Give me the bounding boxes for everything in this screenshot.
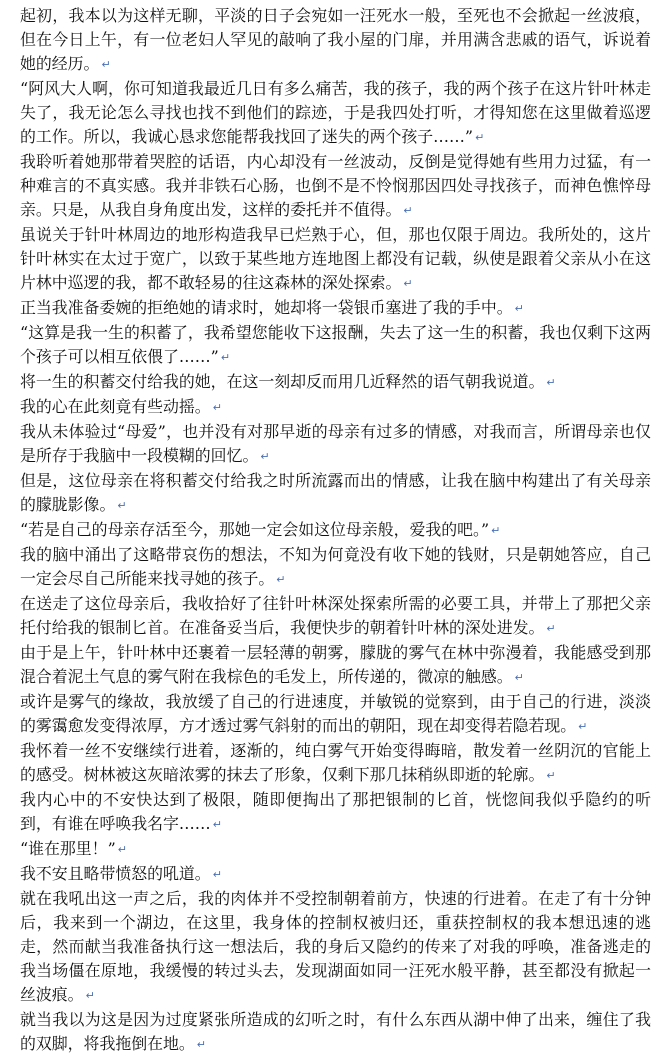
paragraph-text: “若是自己的母亲存活至今，那她一定会如这位母亲般，爱我的吧。” <box>20 520 490 539</box>
paragraph-mark-icon: ↵ <box>514 671 524 684</box>
paragraph-text: 我怀着一丝不安继续行进着，逐渐的，纯白雾气开始变得晦暗，散发着一丝阴沉的官能上的感受。树林被这灰暗浓雾的抹去了形象，仅剩下那几抹稍纵即逝的轮廓。 <box>20 741 651 784</box>
paragraph <box>20 862 651 887</box>
paragraph <box>20 4 651 77</box>
paragraph-text: 正当我准备委婉的拒绝她的请求时，她却将一袋银币塞进了我的手中。 <box>20 298 513 317</box>
paragraph-mark-icon: ↵ <box>212 401 222 414</box>
paragraph-text: “谁在那里！” <box>20 839 116 858</box>
paragraph-text: 就当我以为这是因为过度紧张所造成的幻听之时，有什么东西从湖中伸了出来，缠住了我的双脚，将我拖倒在地。 <box>20 1010 651 1053</box>
paragraph-text: 我内心中的不安快达到了极限，随即便掏出了那把银制的匕首，恍惚间我似乎隐约的听到，有谁在呼唤我名字…… <box>20 790 651 833</box>
paragraph <box>20 518 651 543</box>
paragraph-mark-icon: ↵ <box>546 376 556 389</box>
paragraph-mark-icon: ↵ <box>546 622 556 635</box>
paragraph-mark-icon: ↵ <box>403 277 413 290</box>
paragraph-text: 但是，这位母亲在将积蓄交付给我之时所流露而出的情感，让我在脑中构建出了有关母亲的朦胧影像。 <box>20 471 651 514</box>
paragraph-text: 我聆听着她那带着哭腔的话语，内心却没有一丝波动，反倒是觉得她有些用力过猛，有一种难言的不真实感。我并非铁石心肠，也倒不是不怜悯那因四处寻找孩子，而神色憔悴母亲。只是，从我自身角度出发，这样的委托并不值得。 <box>20 152 651 219</box>
paragraph <box>20 543 651 592</box>
paragraph <box>20 592 651 641</box>
paragraph-mark-icon: ↵ <box>475 131 485 144</box>
paragraph <box>20 837 651 862</box>
paragraph <box>20 469 651 518</box>
paragraph <box>20 321 651 370</box>
paragraph-mark-icon: ↵ <box>117 843 127 856</box>
paragraph-mark-icon: ↵ <box>514 302 524 315</box>
paragraph-mark-icon: ↵ <box>491 524 501 537</box>
paragraph-mark-icon: ↵ <box>85 989 95 1002</box>
paragraph <box>20 395 651 420</box>
paragraph <box>20 420 651 469</box>
paragraph-mark-icon: ↵ <box>220 351 231 364</box>
paragraph <box>20 788 651 837</box>
paragraph-text: 由于是上午，针叶林中还裹着一层轻薄的朝雾，朦胧的雾气在林中弥漫着，我能感受到那混合着泥土气息的雾气附在我棕色的毛发上，所传递的，微凉的触感。 <box>20 643 651 686</box>
paragraph-text: 我从未体验过“母爱”，也并没有对那早逝的母亲有过多的情感，对我而言，所谓母亲也仅是所存于我脑中一段模糊的回忆。 <box>20 422 651 465</box>
paragraph-mark-icon: ↵ <box>101 58 111 71</box>
paragraph <box>20 296 651 321</box>
paragraph-text: “这算是我一生的积蓄了，我希望您能收下这报酬，失去了这一生的积蓄，我也仅剩下这两个孩子可以相互依偎了……” <box>20 323 651 366</box>
paragraph <box>20 739 651 788</box>
paragraph-text: 将一生的积蓄交付给我的她，在这一刻却反而用几近释然的语气朝我说道。 <box>20 372 545 391</box>
paragraph-text: 我的脑中涌出了这略带哀伤的想法，不知为何竟没有收下她的钱财，只是朝她答应，自己一定会尽自己所能来找寻她的孩子。 <box>20 545 651 588</box>
paragraph-text: 虽说关于针叶林周边的地形构造我早已烂熟于心，但，那也仅限于周边。我所处的，这片针叶林实在太过于宽广，以致于某些地方连地图上都没有记载，纵使是跟着父亲从小在这片林中巡逻的我，都不敢轻易的往这森林的深处探索。 <box>20 225 651 292</box>
paragraph-mark-icon: ↵ <box>403 204 413 217</box>
paragraph <box>20 150 651 223</box>
paragraph-mark-icon: ↵ <box>578 720 588 733</box>
paragraph <box>20 1008 651 1057</box>
paragraph <box>20 641 651 690</box>
paragraph <box>20 370 651 395</box>
paragraph-mark-icon: ↵ <box>117 499 127 512</box>
paragraph-mark-icon: ↵ <box>196 1038 207 1051</box>
paragraph-text: “阿风大人啊，你可知道我最近几日有多么痛苦，我的孩子，我的两个孩子在这片针叶林走失了，我无论怎么寻找也找不到他们的踪迹，于是我四处打听，才得知您在这里做着巡逻的工作。所以，我诚心恳求您能帮我找回了迷失的两个孩子……” <box>20 79 651 146</box>
paragraph <box>20 223 651 296</box>
paragraph-mark-icon: ↵ <box>546 769 556 782</box>
paragraph-mark-icon: ↵ <box>212 818 222 831</box>
paragraph-mark-icon: ↵ <box>212 868 222 881</box>
paragraph <box>20 690 651 739</box>
paragraph-text: 就在我吼出这一声之后，我的肉体并不受控制朝着前方，快速的行进着。在走了有十分钟后，我来到一个湖边，在这里，我身体的控制权被归还，重获控制权的我本想迅速的逃走，然而献当我准备执行这一想法后，我的身后又隐约的传来了对我的呼唤，准备逃走的我当场僵在原地，我缓慢的转过头去，发现湖面如同一汪死水般平静，甚至都没有掀起一丝波痕。 <box>20 889 651 1004</box>
paragraph-text: 或许是雾气的缘故，我放缓了自己的行进速度，并敏锐的觉察到，由于自己的行进，淡淡的雾霭愈发变得浓厚，方才透过雾气斜射的而出的朝阳，现在却变得若隐若现。 <box>20 692 651 735</box>
paragraph-text: 我不安且略带愤怒的吼道。 <box>20 864 211 883</box>
paragraph <box>20 887 651 1008</box>
paragraph-text: 在送走了这位母亲后，我收拾好了往针叶林深处探索所需的必要工具，并带上了那把父亲托付给我的银制匕首。在准备妥当后，我便快步的朝着针叶林的深处进发。 <box>20 594 651 637</box>
paragraph-text: 我的心在此刻竟有些动摇。 <box>20 397 211 416</box>
paragraph-mark-icon: ↵ <box>276 573 286 586</box>
paragraph <box>20 77 651 150</box>
paragraph-text: 起初，我本以为这样无聊，平淡的日子会宛如一汪死水一般，至死也不会掀起一丝波痕，但在今日上午，有一位老妇人罕见的敲响了我小屋的门扉，并用满含悲戚的语气，诉说着她的经历。 <box>20 6 651 73</box>
paragraph-mark-icon: ↵ <box>260 450 270 463</box>
